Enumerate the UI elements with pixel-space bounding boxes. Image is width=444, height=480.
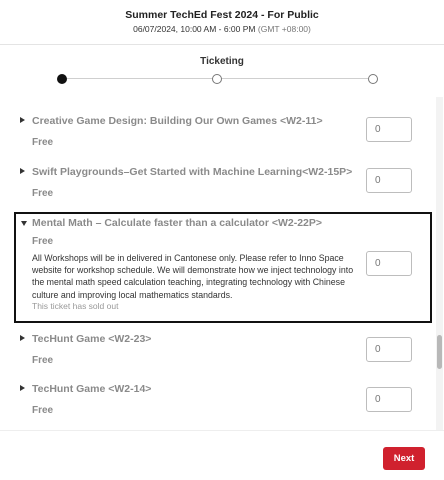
event-date-range: 06/07/2024, 10:00 AM - 6:00 PM (133, 24, 256, 34)
ticket-price: Free (32, 236, 54, 247)
stepper-label: Ticketing (200, 56, 244, 67)
event-timezone: (GMT +08:00) (257, 24, 311, 34)
ticket-description: All Workshops will be in delivered in Cantonese only. Please refer to Inno Space website for workshop schedule. We will demonstrate how we inject technology into the mental math speed calculation teaching, integrating technology with Chinese culture and improving local mathematics standards. (32, 253, 354, 300)
next-button[interactable]: Next (383, 447, 425, 470)
ticket-name[interactable]: Creative Game Design: Building Our Own Games <W2-11> (32, 115, 323, 127)
expand-caret-icon[interactable] (20, 168, 25, 174)
step-2-indicator (212, 74, 222, 84)
ticket-list[interactable] (0, 97, 444, 430)
ticket-quantity-input[interactable]: 0 (366, 168, 412, 193)
expand-caret-icon[interactable] (20, 117, 25, 123)
ticket-name[interactable]: Mental Math – Calculate faster than a calculator <W2-22P> (32, 217, 323, 229)
checkout-stepper (0, 46, 444, 98)
step-1-indicator (57, 74, 67, 84)
scrollbar-thumb[interactable] (437, 335, 442, 369)
ticket-name[interactable]: TecHunt Game <W2-23> (32, 333, 152, 345)
ticket-list-scrollbar[interactable] (436, 97, 443, 430)
ticket-price: Free (32, 405, 54, 416)
ticket-quantity-input[interactable]: 0 (366, 117, 412, 142)
step-3-indicator (368, 74, 378, 84)
ticket-quantity-input[interactable]: 0 (366, 387, 412, 412)
ticket-quantity-input[interactable]: 0 (366, 337, 412, 362)
event-title: Summer TechEd Fest 2024 - For Public (125, 9, 319, 21)
collapse-caret-icon[interactable] (21, 221, 27, 226)
ticket-name[interactable]: Swift Playgrounds–Get Started with Machine Learning<W2-15P> (32, 166, 353, 178)
ticket-price: Free (32, 188, 54, 199)
event-header (0, 0, 444, 45)
ticket-price: Free (32, 137, 54, 148)
footer (0, 430, 444, 480)
expand-caret-icon[interactable] (20, 335, 25, 341)
ticket-quantity-input[interactable]: 0 (366, 251, 412, 276)
expand-caret-icon[interactable] (20, 385, 25, 391)
ticket-price: Free (32, 355, 54, 366)
sold-out-status: This ticket has sold out (32, 301, 119, 311)
event-datetime (0, 24, 444, 34)
ticket-name[interactable]: TecHunt Game <W2-14> (32, 383, 152, 395)
